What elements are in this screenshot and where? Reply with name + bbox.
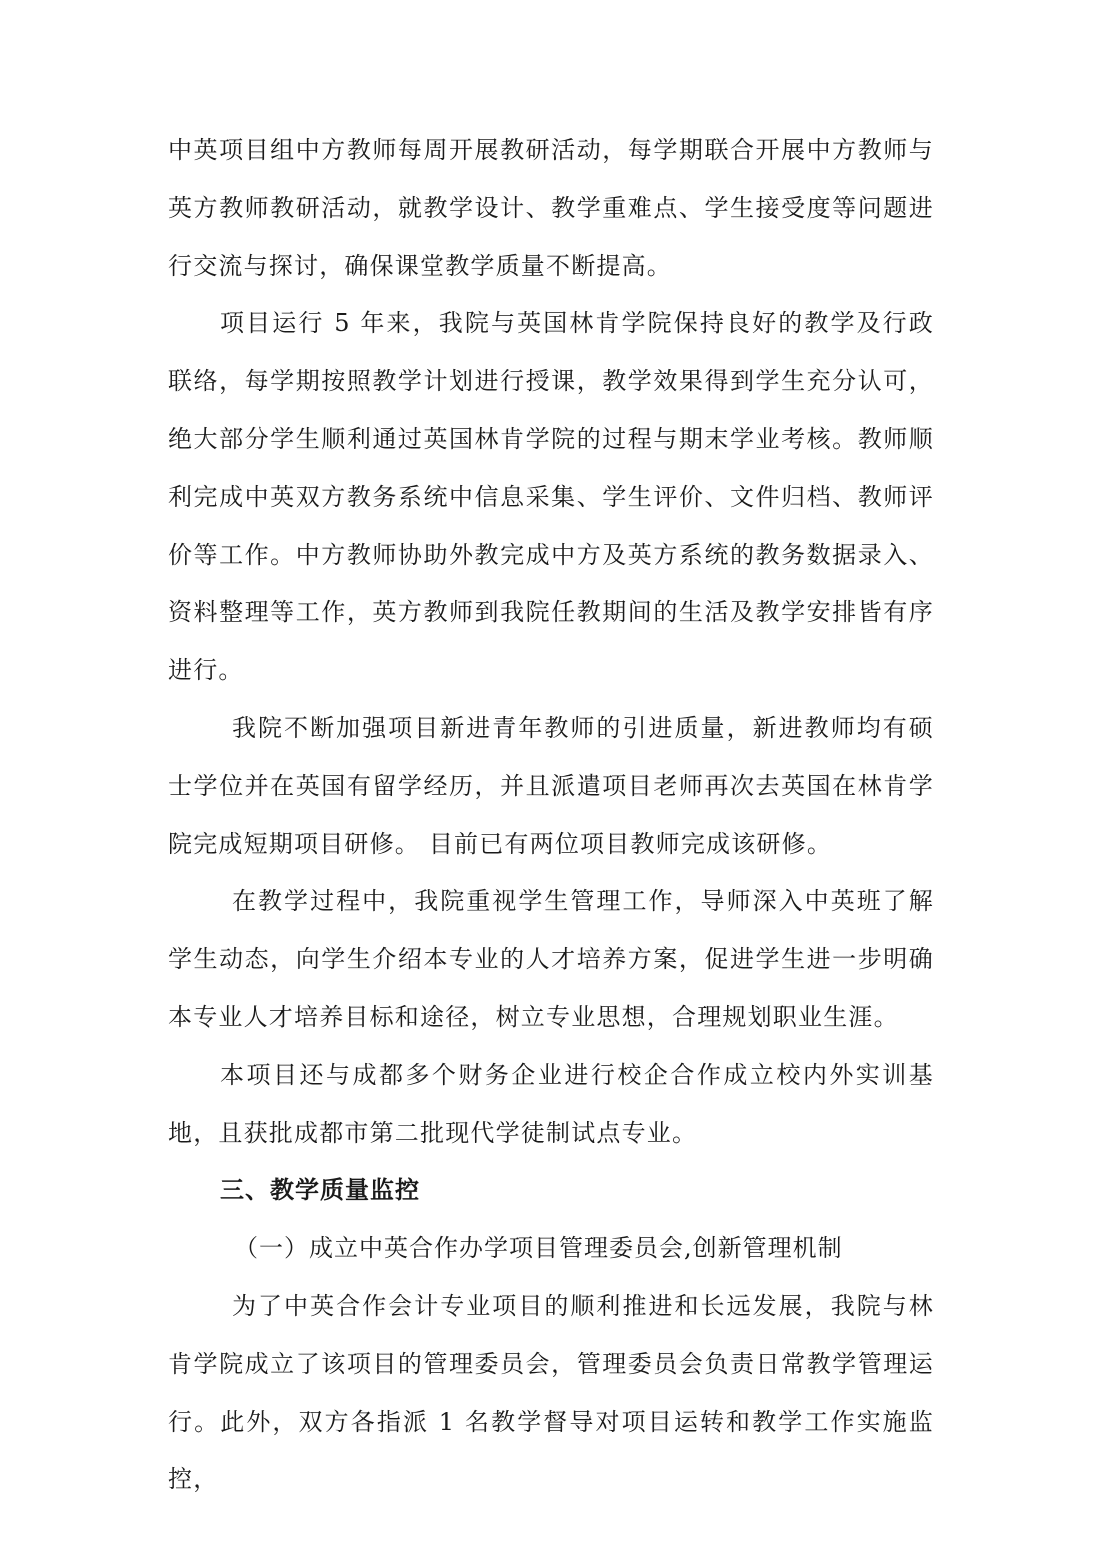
paragraph-management-committee: 为了中英合作会计专业项目的顺利推进和长远发展，我院与林肯学院成立了该项目的管理委员会，管理委员会负责日常教学管理运行。此外，双方各指派 1 名教学督导对项目运转和教学工作实施监控， bbox=[168, 1291, 934, 1494]
section-heading: 三、教学质量监控 bbox=[220, 1176, 420, 1205]
paragraph-student-management: 在教学过程中，我院重视学生管理工作，导师深入中英班了解学生动态，向学生介绍本专业的人才培养方案，促进学生进一步明确本专业人才培养目标和途径，树立专业思想，合理规划职业生涯。 bbox=[168, 887, 934, 1031]
subsection-heading: （一）成立中英合作办学项目管理委员会,创新管理机制 bbox=[234, 1234, 843, 1263]
paragraph-teaching-research: 中英项目组中方教师每周开展教研活动，每学期联合开展中方教师与英方教师教研活动，就教学设计、教学重难点、学生接受度等问题进行交流与探讨，确保课堂教学质量不断提高。 bbox=[168, 136, 934, 280]
paragraph-young-teachers: 我院不断加强项目新进青年教师的引进质量，新进教师均有硕士学位并在英国有留学经历，并且派遣项目老师再次去英国在林肯学院完成短期项目研修。 目前已有两位项目教师完成该研修。 bbox=[168, 713, 934, 858]
paragraph-project-operation: 项目运行 5 年来，我院与英国林肯学院保持良好的教学及行政联络，每学期按照教学计划进行授课，教学效果得到学生充分认可，绝大部分学生顺利通过英国林肯学院的过程与期末学业考核。教师顺利完成中英双方教务系统中信息采集、学生评价、文件归档、教师评价等工作。中方教师协助外教完成中方及英方系统的教务数据录入、资料整理等工作，英方教师到我院任教期间的生活及教学安排皆有序进行。 bbox=[168, 309, 934, 685]
paragraph-enterprise-cooperation: 本项目还与成都多个财务企业进行校企合作成立校内外实训基地，且获批成都市第二批现代学徒制试点专业。 bbox=[168, 1060, 934, 1147]
document-body bbox=[168, 122, 934, 1509]
